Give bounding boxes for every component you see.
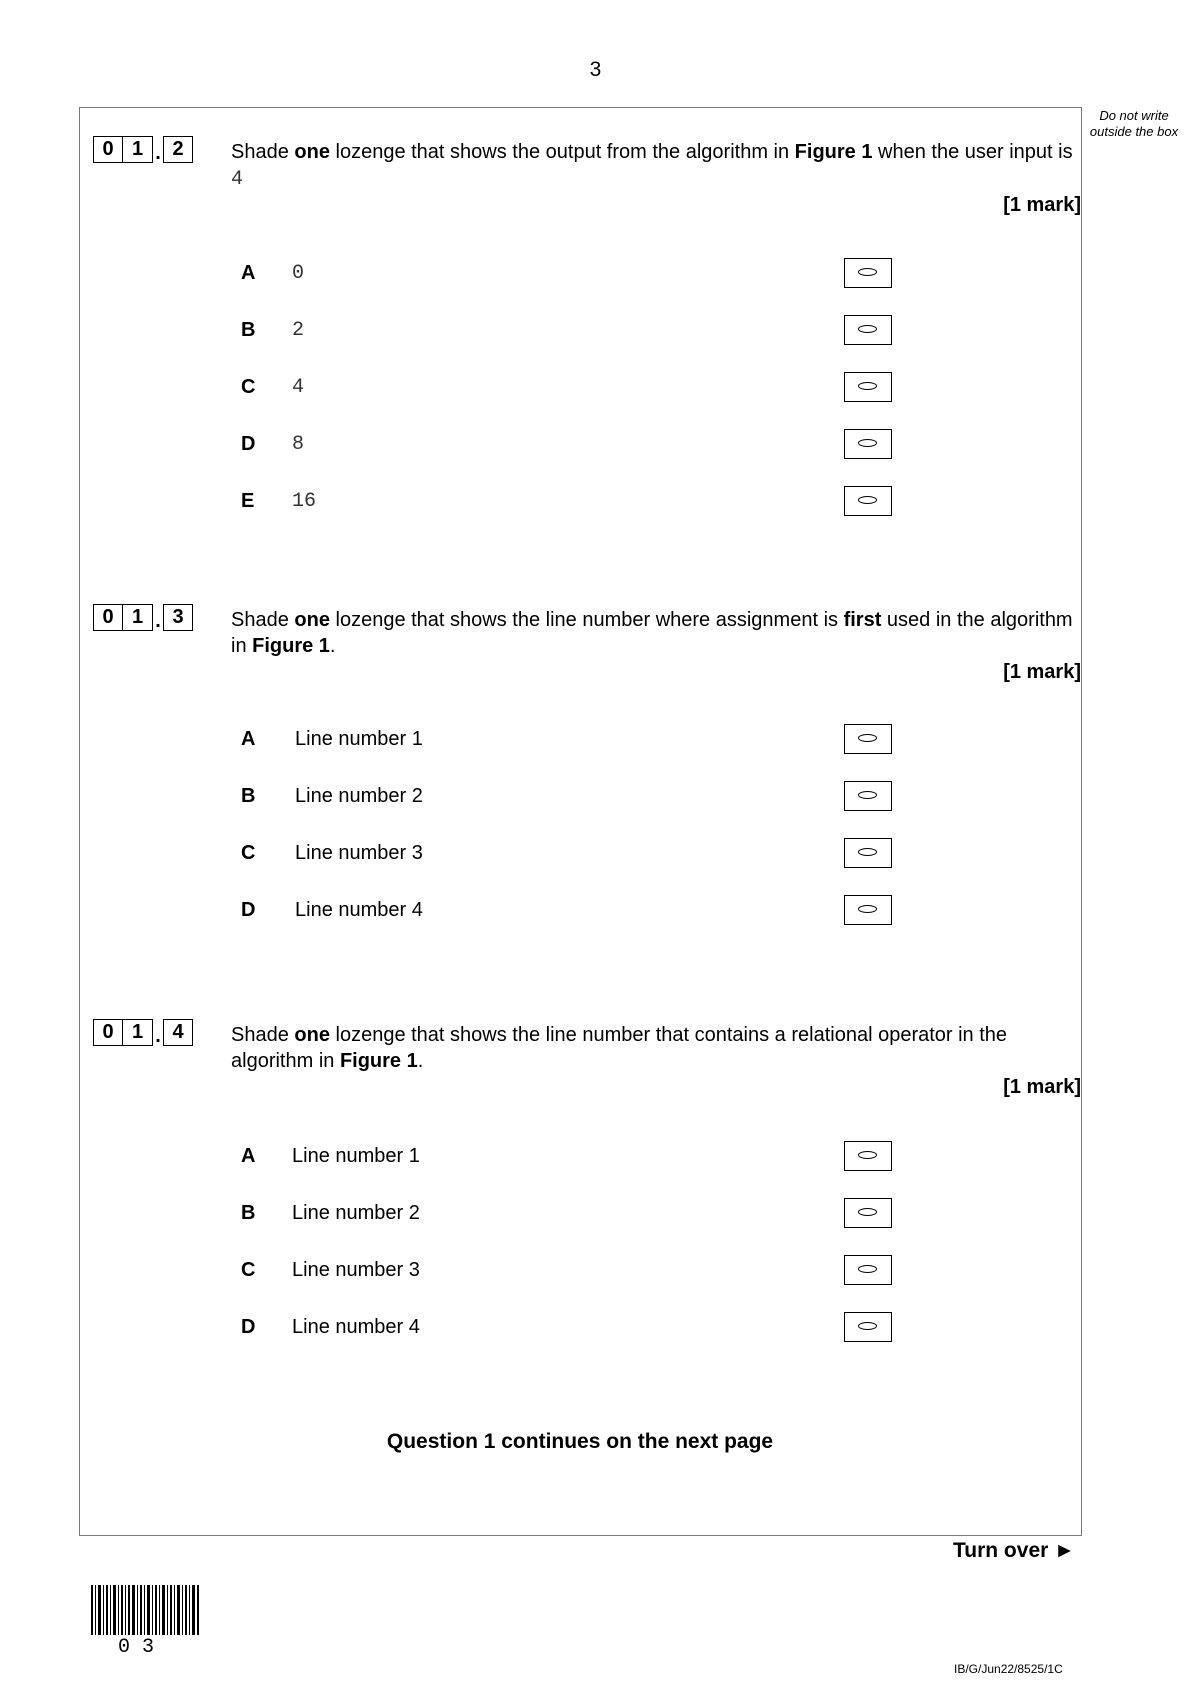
- option-text: 4: [292, 376, 305, 399]
- option-text: 2: [292, 319, 305, 342]
- option-letter: B: [241, 319, 256, 341]
- question-digit: 4: [163, 1019, 193, 1046]
- answer-frame: [79, 107, 1082, 1536]
- question-dot: .: [155, 1025, 161, 1047]
- option-letter: B: [241, 785, 256, 807]
- option-text: 0: [292, 262, 305, 285]
- answer-lozenge-c[interactable]: [844, 1255, 892, 1285]
- marks-label: [1 mark]: [1003, 661, 1081, 683]
- answer-lozenge-c[interactable]: [844, 372, 892, 402]
- option-text: Line number 3: [292, 1259, 420, 1281]
- answer-lozenge-d[interactable]: [844, 429, 892, 459]
- answer-lozenge-a[interactable]: [844, 724, 892, 754]
- option-text: 8: [292, 433, 305, 456]
- option-letter: B: [241, 1202, 256, 1224]
- question-digit: 1: [123, 1019, 153, 1046]
- option-letter: C: [241, 376, 256, 398]
- question-number-01-4: [93, 1019, 193, 1046]
- answer-lozenge-e[interactable]: [844, 486, 892, 516]
- option-letter: A: [241, 262, 256, 284]
- option-letter: A: [241, 1145, 256, 1167]
- question-digit: 1: [123, 136, 153, 163]
- question-digit: 0: [93, 1019, 123, 1046]
- answer-lozenge-a[interactable]: [844, 258, 892, 288]
- question-digit: 0: [93, 604, 123, 631]
- option-text: Line number 1: [295, 728, 423, 750]
- question-text-01-3: Shade one lozenge that shows the line number where assignment is first used in the algorithm in Figure 1.: [231, 609, 1073, 657]
- option-letter: D: [241, 433, 256, 455]
- question-digit: 1: [123, 604, 153, 631]
- question-dot: .: [155, 142, 161, 164]
- option-letter: D: [241, 899, 256, 921]
- answer-lozenge-d[interactable]: [844, 1312, 892, 1342]
- margin-note: Do not write outside the box: [1089, 108, 1179, 139]
- option-text: Line number 2: [295, 785, 423, 807]
- option-text: Line number 1: [292, 1145, 420, 1167]
- answer-lozenge-b[interactable]: [844, 315, 892, 345]
- marks-label: [1 mark]: [1003, 194, 1081, 216]
- option-letter: A: [241, 728, 256, 750]
- question-dot: .: [155, 610, 161, 632]
- page-number: 3: [589, 58, 602, 81]
- answer-lozenge-c[interactable]: [844, 838, 892, 868]
- question-digit: 3: [163, 604, 193, 631]
- question-number-01-3: [93, 604, 193, 631]
- option-text: 16: [292, 490, 317, 513]
- marks-label: [1 mark]: [1003, 1076, 1081, 1098]
- question-text-01-4: Shade one lozenge that shows the line number that contains a relational operator in the algorithm in Figure 1.: [231, 1024, 1008, 1072]
- answer-lozenge-b[interactable]: [844, 1198, 892, 1228]
- option-letter: E: [241, 490, 255, 512]
- paper-reference: IB/G/Jun22/8525/1C: [954, 1662, 1063, 1676]
- question-digit: 2: [163, 136, 193, 163]
- option-text: Line number 3: [295, 842, 423, 864]
- option-text: Line number 4: [295, 899, 423, 921]
- option-letter: D: [241, 1316, 256, 1338]
- continues-note: Question 1 continues on the next page: [386, 1430, 774, 1453]
- option-letter: C: [241, 842, 256, 864]
- option-text: Line number 2: [292, 1202, 420, 1224]
- barcode-icon: [91, 1585, 199, 1635]
- question-digit: 0: [93, 136, 123, 163]
- option-letter: C: [241, 1259, 256, 1281]
- turn-over-label: Turn over ►: [953, 1539, 1075, 1562]
- barcode-number: 03: [118, 1636, 167, 1659]
- answer-lozenge-a[interactable]: [844, 1141, 892, 1171]
- answer-lozenge-b[interactable]: [844, 781, 892, 811]
- question-number-01-2: [93, 136, 193, 163]
- option-text: Line number 4: [292, 1316, 420, 1338]
- answer-lozenge-d[interactable]: [844, 895, 892, 925]
- question-text-01-2: Shade one lozenge that shows the output from the algorithm in Figure 1 when the user input is 4: [231, 141, 1073, 191]
